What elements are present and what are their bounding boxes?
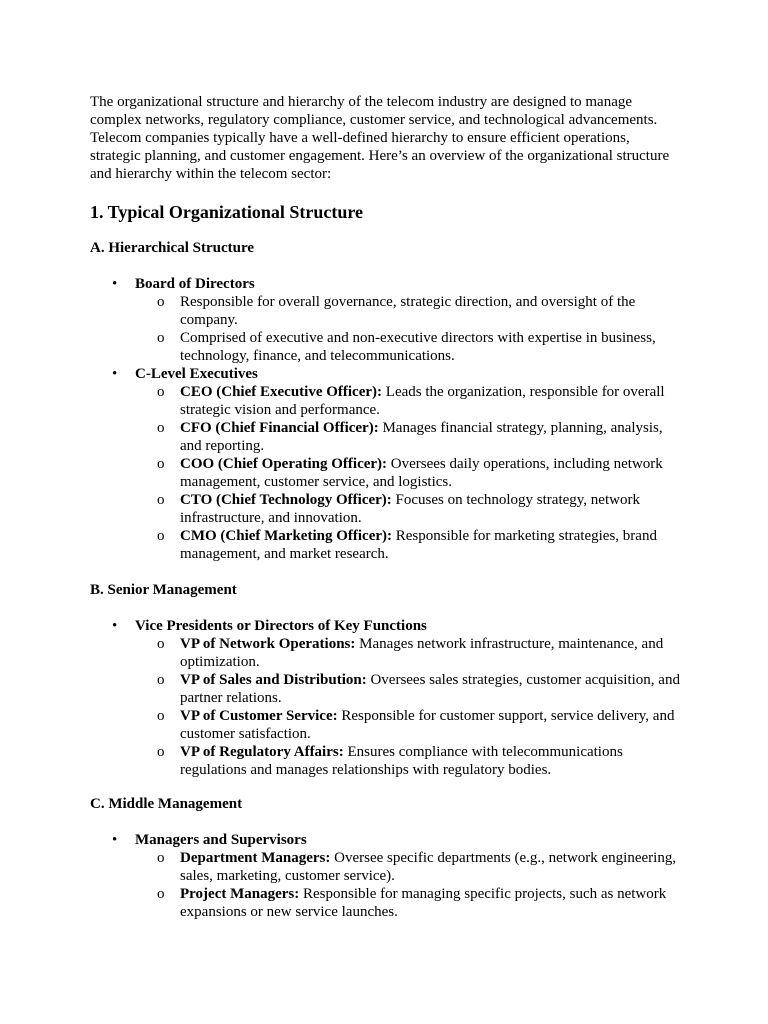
sub-bullet-glyph: o bbox=[157, 420, 165, 436]
sub-item-term: COO (Chief Operating Officer): bbox=[180, 456, 388, 472]
list-item bbox=[90, 617, 680, 779]
sub-list-item bbox=[135, 383, 680, 419]
intro-paragraph: The organizational structure and hierarchy of the telecom industry are designed to manage complex networks, regulatory compliance, customer service, and technological advancements. Telecom companies typically have a well-defined hierarchy to ensure efficient operations, strategic planning, and customer engagement. Here’s an overview of the organizational structure and hierarchy within the telecom sector: bbox=[90, 94, 670, 182]
sub-item-text: Focuses on technology strategy, network infrastructure, and innovation. bbox=[180, 492, 640, 526]
sub-item-text: Responsible for marketing strategies, brand management, and market research. bbox=[180, 528, 657, 562]
sub-list-item bbox=[135, 293, 680, 329]
sub-list-item bbox=[135, 671, 680, 707]
sub-item-term: CTO (Chief Technology Officer): bbox=[180, 492, 392, 508]
sub-list-item bbox=[135, 455, 680, 491]
sub-item-term: VP of Regulatory Affairs: bbox=[180, 744, 344, 760]
bullet-glyph: • bbox=[112, 618, 118, 634]
list-item bbox=[90, 831, 680, 921]
sub-list-item bbox=[135, 849, 680, 885]
bullet-glyph: • bbox=[112, 276, 118, 292]
list-item-title: Managers and Supervisors bbox=[135, 832, 307, 848]
bullet-list-b bbox=[90, 617, 680, 779]
sub-list bbox=[135, 635, 680, 779]
sub-item-term: CEO (Chief Executive Officer): bbox=[180, 384, 383, 400]
subsection-heading-a: A. Hierarchical Structure bbox=[90, 240, 254, 256]
list-item-title: C-Level Executives bbox=[135, 366, 258, 382]
sub-bullet-glyph: o bbox=[157, 330, 165, 346]
sub-bullet-glyph: o bbox=[157, 672, 165, 688]
subsection-heading-b: B. Senior Management bbox=[90, 582, 237, 598]
bullet-glyph: • bbox=[112, 366, 118, 382]
sub-bullet-glyph: o bbox=[157, 384, 165, 400]
sub-bullet-glyph: o bbox=[157, 636, 165, 652]
sub-item-text: Ensures compliance with telecommunications regulations and manages relationships with regulatory bodies. bbox=[180, 744, 623, 778]
sub-list-item bbox=[135, 527, 680, 563]
sub-bullet-glyph: o bbox=[157, 492, 165, 508]
sub-item-text: Oversee specific departments (e.g., network engineering, sales, marketing, customer service). bbox=[180, 850, 677, 884]
sub-bullet-glyph: o bbox=[157, 294, 165, 310]
list-item bbox=[90, 275, 680, 365]
sub-bullet-glyph: o bbox=[157, 528, 165, 544]
bullet-glyph: • bbox=[112, 832, 118, 848]
sub-list bbox=[135, 293, 680, 365]
sub-item-text: Comprised of executive and non-executive directors with expertise in business, technology, finance, and telecommunications. bbox=[180, 330, 656, 364]
sub-item-text: Oversees sales strategies, customer acquisition, and partner relations. bbox=[180, 672, 680, 706]
sub-item-text: Responsible for managing specific projects, such as network expansions or new service launches. bbox=[180, 886, 667, 920]
sub-bullet-glyph: o bbox=[157, 744, 165, 760]
sub-item-term: Project Managers: bbox=[180, 886, 300, 902]
section-heading: 1. Typical Organizational Structure bbox=[90, 202, 363, 222]
sub-item-text: Manages network infrastructure, maintenance, and optimization. bbox=[180, 636, 664, 670]
sub-list bbox=[135, 383, 680, 563]
sub-item-text: Oversees daily operations, including network management, customer service, and logistics. bbox=[180, 456, 663, 490]
sub-item-term: CMO (Chief Marketing Officer): bbox=[180, 528, 393, 544]
sub-bullet-glyph: o bbox=[157, 850, 165, 866]
sub-list-item bbox=[135, 743, 680, 779]
bullet-list-a bbox=[90, 275, 680, 563]
bullet-list-c bbox=[90, 831, 680, 921]
sub-list-item bbox=[135, 491, 680, 527]
sub-list-item bbox=[135, 885, 680, 921]
list-item-title: Board of Directors bbox=[135, 276, 255, 292]
sub-bullet-glyph: o bbox=[157, 886, 165, 902]
sub-list-item bbox=[135, 419, 680, 455]
list-item bbox=[90, 365, 680, 563]
sub-item-term: VP of Network Operations: bbox=[180, 636, 356, 652]
document-page bbox=[90, 93, 680, 921]
sub-item-text: Manages financial strategy, planning, analysis, and reporting. bbox=[180, 420, 663, 454]
sub-item-text: Responsible for overall governance, strategic direction, and oversight of the company. bbox=[180, 294, 636, 328]
subsection-heading-c: C. Middle Management bbox=[90, 796, 243, 812]
sub-item-term: Department Managers: bbox=[180, 850, 331, 866]
sub-bullet-glyph: o bbox=[157, 708, 165, 724]
sub-item-term: CFO (Chief Financial Officer): bbox=[180, 420, 379, 436]
sub-item-term: VP of Customer Service: bbox=[180, 708, 338, 724]
sub-item-text: Leads the organization, responsible for overall strategic vision and performance. bbox=[180, 384, 665, 418]
sub-bullet-glyph: o bbox=[157, 456, 165, 472]
list-item-title: Vice Presidents or Directors of Key Functions bbox=[135, 618, 427, 634]
sub-list-item bbox=[135, 635, 680, 671]
sub-item-term: VP of Sales and Distribution: bbox=[180, 672, 367, 688]
sub-item-text: Responsible for customer support, service delivery, and customer satisfaction. bbox=[180, 708, 675, 742]
sub-list-item bbox=[135, 329, 680, 365]
sub-list-item bbox=[135, 707, 680, 743]
sub-list bbox=[135, 849, 680, 921]
